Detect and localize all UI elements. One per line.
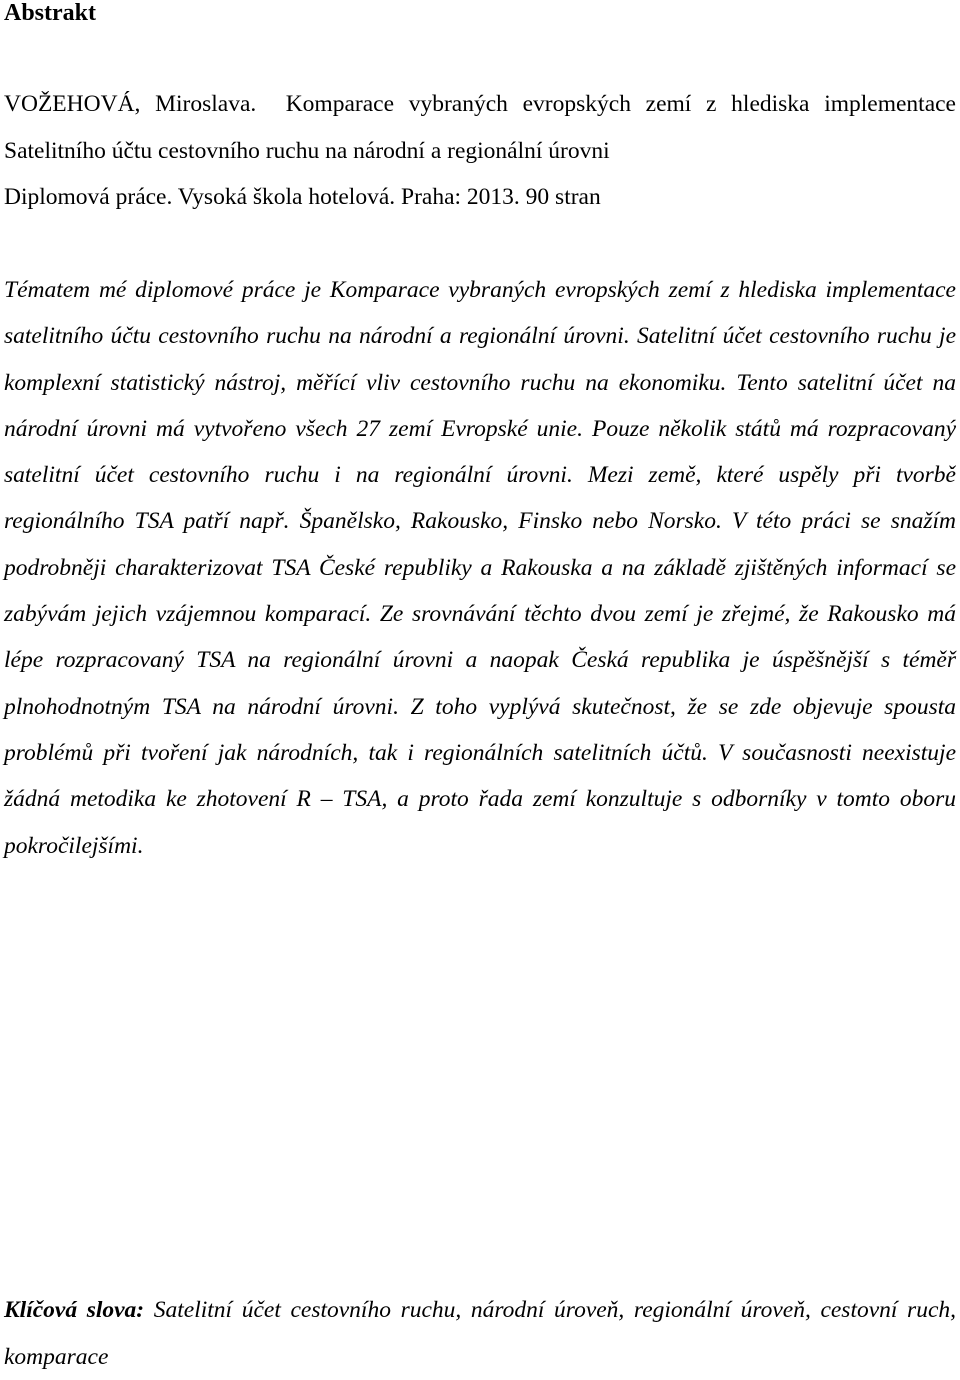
page-title: Abstrakt xyxy=(4,0,97,26)
citation-title: Komparace vybraných evropských zemí z hlediska implementace Satelitního účtu cestovního ruchu na národní a regionální úrovni xyxy=(4,91,956,164)
citation-details: Diplomová práce. Vysoká škola hotelová. Praha: 2013. 90 stran xyxy=(4,184,601,210)
abstract-paragraph: Tématem mé diplomové práce je Komparace vybraných evropských zemí z hlediska implementace satelitního účtu cestovního ruchu na národní a regionální úrovni. Satelitní účet cestovního ruchu je komplexní statistický nástroj, měřící vliv cestovního ruchu na ekonomiku. Tento satelitní účet na národní úrovni má vytvořeno všech 27 zemí Evropské unie. Pouze několik států má rozpracovaný satelitní účet cestovního ruchu i na regionální úrovni. Mezi země, které uspěly při tvorbě regionálního TSA patří např. Španělsko, Rakousko, Finsko nebo Norsko. V této práci se snažím podrobněji charakterizovat TSA České republiky a Rakouska a na základě zjištěných informací se zabývám jejich vzájemnou komparací. Ze srovnávání těchto dvou zemí je zřejmé, že Rakousko má lépe rozpracovaný TSA na regionální úrovni a naopak Česká republika je úspěšnější s téměř plnohodnotným TSA na národní úrovni. Z toho vyplývá skutečnost, že se zde objevuje spousta problémů při tvoření jak národních, tak i regionálních satelitních účtů. V současnosti neexistuje žádná metodika ke zhotovení R – TSA, a proto řada zemí konzultuje s odborníky v tomto oboru pokročilejšími. xyxy=(4,277,956,859)
keywords-text: Satelitní účet cestovního ruchu, národní úroveň, regionální úroveň, cestovní ruch, komparace xyxy=(4,1297,957,1370)
keywords xyxy=(4,1287,956,1380)
citation xyxy=(4,81,956,221)
citation-author: VOŽEHOVÁ, Miroslava. xyxy=(4,91,257,117)
keywords-label: Klíčová slova: xyxy=(4,1297,145,1323)
